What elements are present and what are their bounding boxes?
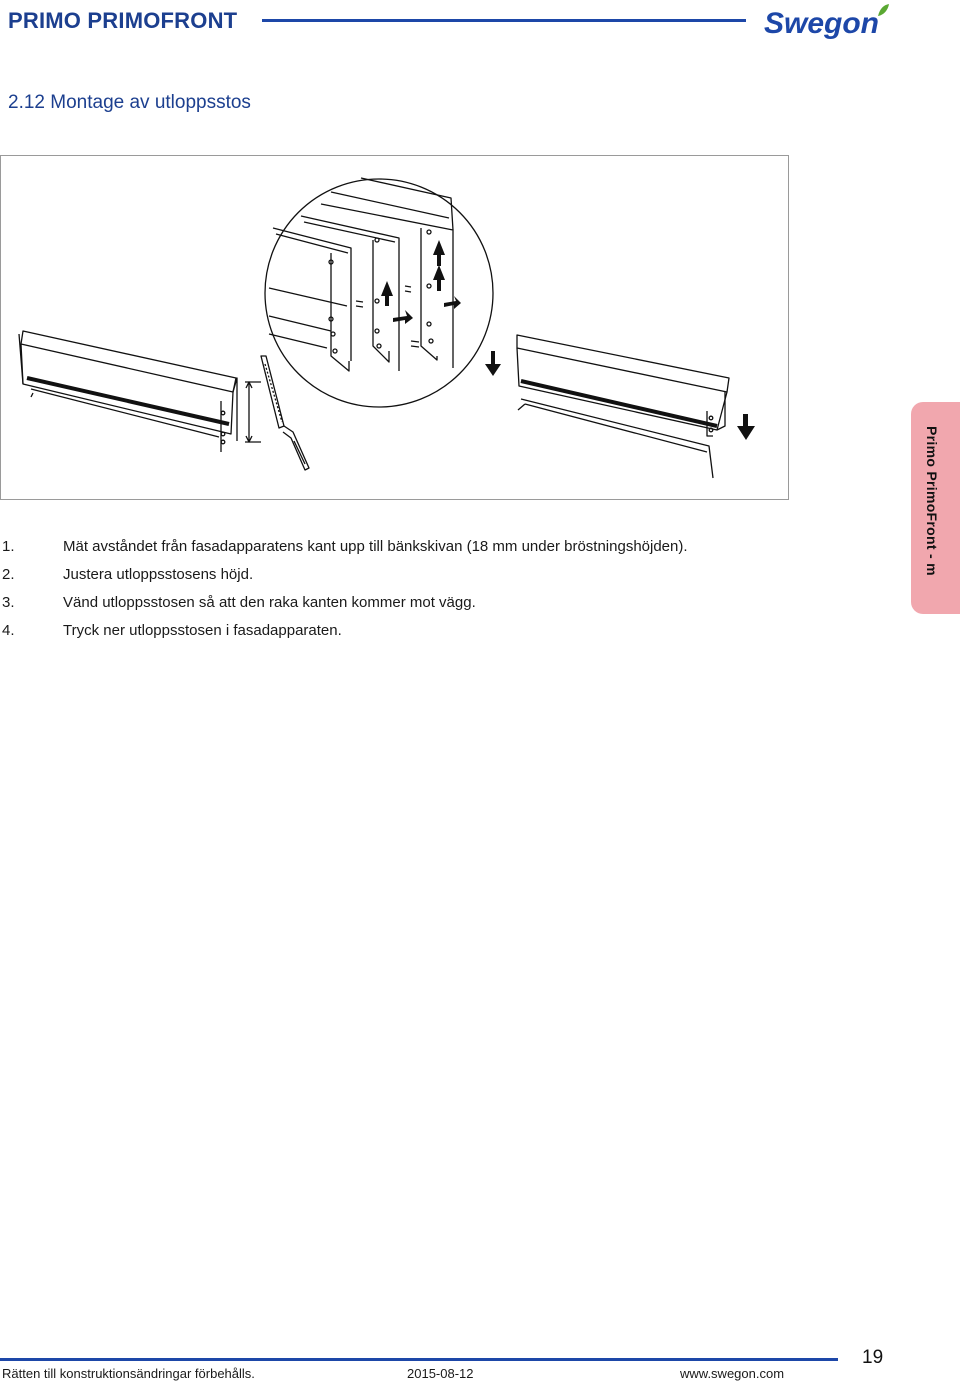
side-tab-label[interactable]: Primo PrimoFront - m: [924, 426, 940, 576]
leaf-icon: [878, 4, 889, 16]
height-measure-icon: [245, 382, 261, 442]
step-number: 1.: [2, 538, 15, 555]
footer-rule: [0, 1358, 838, 1361]
outlet-unit-right: [517, 335, 729, 478]
footer-disclaimer: Rätten till konstruktionsändringar förbehålls.: [2, 1366, 255, 1381]
step-number: 3.: [2, 594, 15, 611]
step-number: 4.: [2, 622, 15, 639]
installation-figure: [0, 155, 789, 500]
step-number: 2.: [2, 566, 15, 583]
section-heading: 2.12 Montage av utloppsstos: [8, 92, 251, 113]
header-rule: [262, 19, 746, 22]
page-number: 19: [862, 1347, 884, 1368]
outlet-unit-left: [19, 331, 237, 452]
bracket-detail-magnifier-icon: [265, 178, 493, 407]
step-text: Vänd utloppsstosen så att den raka kanten kommer mot vägg.: [63, 594, 476, 611]
logo-wordmark: Swegon: [764, 7, 880, 40]
document-title: PRIMO PRIMOFRONT: [8, 8, 238, 33]
step-text: Justera utloppsstosens höjd.: [63, 566, 254, 583]
swegon-logo: [762, 2, 892, 44]
footer-website-link[interactable]: www.swegon.com: [680, 1366, 785, 1381]
footer-date: 2015-08-12: [407, 1366, 474, 1381]
step-text: Tryck ner utloppsstosen i fasadapparaten.: [63, 622, 342, 639]
step-text: Mät avståndet från fasadapparatens kant upp till bänkskivan (18 mm under bröstningshöjden).: [63, 538, 688, 555]
installation-illustration: [1, 156, 790, 501]
